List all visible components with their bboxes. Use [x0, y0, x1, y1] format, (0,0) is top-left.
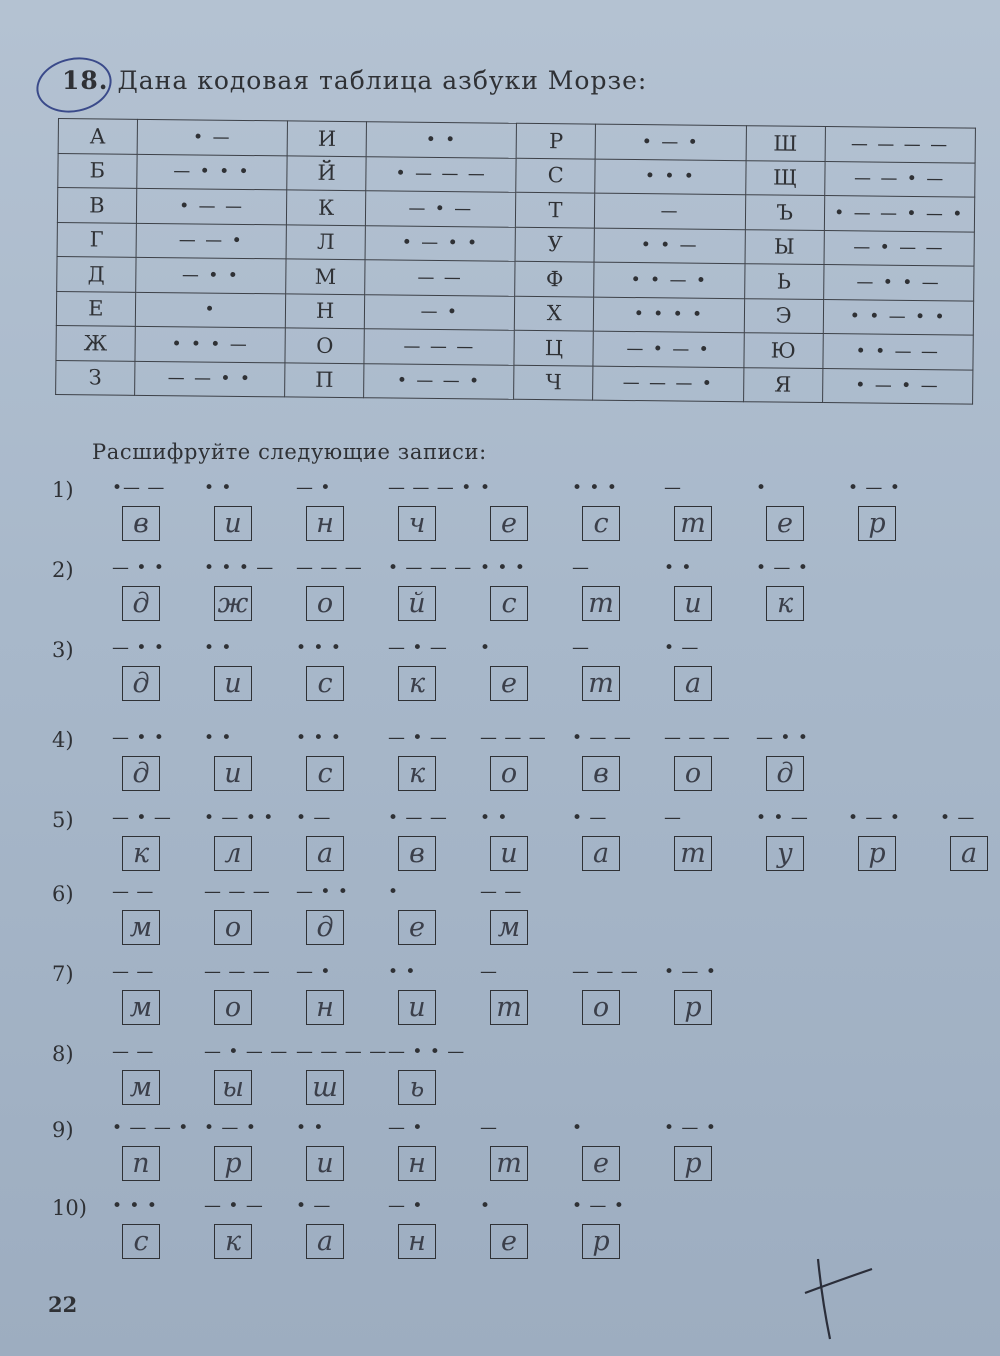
answer-box[interactable]: о [214, 910, 252, 945]
letter-cell: Ь [744, 264, 823, 299]
exercise-number: 10) [52, 1196, 87, 1220]
letter-cell: Р [517, 123, 596, 158]
answer-box[interactable]: е [490, 506, 528, 541]
morse-code-group: • • — [756, 808, 809, 828]
answer-box[interactable]: д [122, 586, 160, 621]
answer-box[interactable]: д [122, 756, 160, 791]
answer-box[interactable]: е [766, 506, 804, 541]
answer-box[interactable]: и [674, 586, 712, 621]
morse-code-group: — — — — [296, 1042, 388, 1062]
letter-cell: У [515, 227, 594, 262]
answer-box[interactable]: о [674, 756, 712, 791]
letter-cell: Д [57, 256, 136, 291]
code-cell: • • [366, 122, 517, 158]
morse-code-group: — • — [112, 808, 172, 828]
morse-code-group: • [388, 882, 400, 902]
answer-box[interactable]: н [306, 506, 344, 541]
answer-box[interactable]: к [398, 666, 436, 701]
exercise-number: 1) [52, 478, 74, 502]
morse-code-table [55, 118, 976, 405]
page-number: 22 [48, 1292, 78, 1317]
morse-code-group: — • • — [388, 1042, 466, 1062]
morse-code-group: — • [296, 962, 332, 982]
morse-code-group: — • • [756, 728, 809, 748]
morse-code-group: • — • [204, 1118, 257, 1138]
exercise-number: 7) [52, 962, 74, 986]
morse-code-group: — [480, 1118, 498, 1138]
morse-code-group: •— — [112, 478, 166, 498]
code-cell: • • — • [594, 262, 745, 298]
answer-box[interactable]: й [398, 586, 436, 621]
answer-box[interactable]: ч [398, 506, 436, 541]
letter-cell: З [56, 360, 135, 395]
exercise-number: 2) [52, 558, 74, 582]
code-cell: • — [137, 119, 288, 155]
code-cell: • — • — [822, 368, 973, 404]
code-cell: • — • [595, 124, 746, 160]
code-cell: • — — [136, 188, 287, 224]
morse-code-group: • — — [572, 728, 632, 748]
morse-code-group: • • [204, 728, 233, 748]
answer-box[interactable]: о [582, 990, 620, 1025]
code-cell: • — — — [366, 156, 517, 192]
code-cell: — • — [365, 191, 516, 227]
code-cell: — — • [136, 223, 287, 259]
morse-code-group: • • [480, 808, 509, 828]
morse-code-group: — — [112, 882, 155, 902]
answer-box[interactable]: е [490, 666, 528, 701]
morse-code-group: • — [296, 1196, 332, 1216]
exercise-number: 6) [52, 882, 74, 906]
code-cell: — • • — [823, 265, 974, 301]
morse-code-group: • — [572, 808, 608, 828]
morse-code-group: • • [204, 638, 233, 658]
morse-code-group: — • [388, 1118, 424, 1138]
answer-box[interactable]: а [950, 836, 988, 871]
code-cell: • — — • — • [824, 196, 975, 232]
code-cell: • • • — [135, 326, 286, 362]
letter-cell: С [516, 158, 595, 193]
letter-cell: К [287, 190, 366, 225]
answer-box[interactable]: с [306, 756, 344, 791]
morse-code-group: — • — [388, 728, 448, 748]
morse-code-group: — — — [204, 882, 271, 902]
code-cell: — — — [364, 329, 515, 365]
instruction-text: Расшифруйте следующие записи: [92, 440, 487, 464]
code-cell: — • — — [824, 230, 975, 266]
answer-box[interactable]: а [306, 1224, 344, 1259]
letter-cell: Э [744, 298, 823, 333]
letter-cell: Я [743, 367, 822, 402]
morse-code-group: • [480, 1196, 492, 1216]
letter-cell: Т [516, 192, 595, 227]
letter-cell: О [285, 328, 364, 363]
letter-cell: Г [57, 222, 136, 257]
letter-cell: Ы [745, 229, 824, 264]
morse-code-group: — • — [388, 638, 448, 658]
answer-box[interactable]: а [674, 666, 712, 701]
morse-code-group: — — — [296, 558, 363, 578]
letter-cell: Х [515, 296, 594, 331]
code-cell: • [135, 292, 286, 328]
letter-cell: Ъ [745, 195, 824, 230]
letter-cell: И [287, 121, 366, 156]
answer-box[interactable]: в [398, 836, 436, 871]
morse-code-group: • • [204, 478, 233, 498]
answer-box[interactable]: р [582, 1224, 620, 1259]
morse-code-group: • • • [112, 1196, 158, 1216]
letter-cell: Е [56, 291, 135, 326]
morse-code-group: • • • [572, 478, 618, 498]
answer-box[interactable]: д [122, 666, 160, 701]
exercise-number: 8) [52, 1042, 74, 1066]
morse-code-group: — • [388, 1196, 424, 1216]
exercise-number: 3) [52, 638, 74, 662]
morse-code-group: • [572, 1118, 584, 1138]
morse-code-group: — [572, 558, 590, 578]
answer-box[interactable]: и [490, 836, 528, 871]
answer-box[interactable]: т [490, 990, 528, 1025]
answer-box[interactable]: л [214, 836, 252, 871]
morse-code-group: — — — [572, 962, 639, 982]
answer-box[interactable]: т [674, 836, 712, 871]
answer-box[interactable]: о [214, 990, 252, 1025]
morse-code-group: — • [296, 478, 332, 498]
morse-code-group: • — [940, 808, 976, 828]
code-cell: — [595, 193, 746, 229]
morse-code-group: — [664, 808, 682, 828]
morse-code-group: • • • [480, 558, 526, 578]
morse-code-group: • — • [848, 478, 901, 498]
morse-code-group: • — — [388, 808, 448, 828]
task-text: Дана кодовая таблица азбуки Морзе: [117, 66, 648, 95]
morse-code-group: — • • [112, 558, 165, 578]
answer-box[interactable]: с [490, 586, 528, 621]
answer-box[interactable]: т [490, 1146, 528, 1181]
morse-code-group: • — [664, 638, 700, 658]
letter-cell: М [286, 259, 365, 294]
answer-box[interactable]: п [122, 1146, 160, 1181]
answer-box[interactable]: с [306, 666, 344, 701]
code-cell: — • [364, 294, 515, 330]
morse-code-group: — [664, 478, 682, 498]
answer-box[interactable]: у [766, 836, 804, 871]
handwritten-plus-mark [800, 1255, 880, 1345]
letter-cell: П [285, 362, 364, 397]
morse-code-group: — [480, 962, 498, 982]
morse-code-group: • — — — [388, 558, 473, 578]
morse-code-group: • • [388, 962, 417, 982]
letter-cell: Й [287, 155, 366, 190]
morse-code-group: • • • [296, 638, 342, 658]
answer-box[interactable]: и [306, 1146, 344, 1181]
code-cell: • • — — [822, 334, 973, 370]
morse-code-group: • — [296, 808, 332, 828]
letter-cell: Ж [56, 325, 135, 360]
morse-code-group: — [572, 638, 590, 658]
code-cell: — • — • [593, 331, 744, 367]
letter-cell: В [57, 188, 136, 223]
morse-code-group: • — • [664, 1118, 717, 1138]
code-cell: • • — [594, 228, 745, 264]
answer-box[interactable]: к [766, 586, 804, 621]
exercise-number: 9) [52, 1118, 74, 1142]
morse-code-group: — • • [112, 638, 165, 658]
letter-cell: Ш [746, 126, 825, 161]
letter-cell: А [58, 119, 137, 154]
answer-box[interactable]: о [306, 586, 344, 621]
task-title [62, 66, 647, 95]
task-number: 18. [62, 66, 109, 95]
morse-code-group: • • • [296, 728, 342, 748]
answer-box[interactable]: р [674, 1146, 712, 1181]
exercise-number: 4) [52, 728, 74, 752]
answer-box[interactable]: т [582, 666, 620, 701]
code-cell: — — — — [825, 127, 976, 163]
morse-code-group: — • • [112, 728, 165, 748]
morse-code-group: • [480, 478, 492, 498]
answer-box[interactable]: а [306, 836, 344, 871]
answer-box[interactable]: к [214, 1224, 252, 1259]
morse-code-group: • • [664, 558, 693, 578]
morse-code-group: — — — [204, 962, 271, 982]
answer-box[interactable]: н [306, 990, 344, 1025]
answer-box[interactable]: д [306, 910, 344, 945]
answer-box[interactable]: е [582, 1146, 620, 1181]
morse-code-group: — • — [204, 1196, 264, 1216]
answer-box[interactable]: м [122, 1070, 160, 1105]
answer-box[interactable]: р [858, 836, 896, 871]
morse-code-group: • — • [756, 558, 809, 578]
answer-box[interactable]: и [214, 666, 252, 701]
code-cell: — — • • [134, 361, 285, 397]
answer-box[interactable]: р [214, 1146, 252, 1181]
answer-box[interactable]: м [122, 990, 160, 1025]
letter-cell: Ф [515, 261, 594, 296]
answer-box[interactable]: м [490, 910, 528, 945]
code-cell: — — — • [593, 366, 744, 402]
letter-cell: Б [58, 153, 137, 188]
answer-box[interactable]: ш [306, 1070, 344, 1105]
answer-box[interactable]: а [582, 836, 620, 871]
answer-box[interactable]: ь [398, 1070, 436, 1105]
answer-box[interactable]: и [398, 990, 436, 1025]
morse-code-group: — — — [480, 728, 547, 748]
answer-box[interactable]: е [490, 1224, 528, 1259]
letter-cell: Ц [514, 330, 593, 365]
morse-code-group: • [756, 478, 768, 498]
morse-code-group: • — • • [204, 808, 275, 828]
morse-code-group: — — [112, 1042, 155, 1062]
answer-box[interactable]: т [674, 506, 712, 541]
answer-box[interactable]: и [214, 506, 252, 541]
morse-code-group: — — — [664, 728, 731, 748]
letter-cell: Н [286, 293, 365, 328]
letter-cell: Ч [514, 365, 593, 400]
code-cell: • — — • [364, 363, 515, 399]
code-cell: — — [365, 260, 516, 296]
answer-box[interactable]: н [398, 1224, 436, 1259]
answer-box[interactable]: ы [214, 1070, 252, 1105]
code-cell: • — • • [365, 225, 516, 261]
answer-box[interactable]: к [398, 756, 436, 791]
answer-box[interactable]: ж [214, 586, 252, 621]
answer-box[interactable]: к [122, 836, 160, 871]
code-cell: — • • • [137, 154, 288, 190]
morse-code-group: • — — • [112, 1118, 190, 1138]
morse-code-group: — • — — [204, 1042, 289, 1062]
morse-code-group: • • [296, 1118, 325, 1138]
letter-cell: Ю [744, 333, 823, 368]
answer-box[interactable]: д [766, 756, 804, 791]
answer-box[interactable]: р [674, 990, 712, 1025]
answer-box[interactable]: м [122, 910, 160, 945]
code-cell: • • — • • [823, 299, 974, 335]
answer-box[interactable]: н [398, 1146, 436, 1181]
morse-code-group: — — [480, 882, 523, 902]
answer-box[interactable]: р [858, 506, 896, 541]
code-cell: — — • — [824, 161, 975, 197]
answer-box[interactable]: и [214, 756, 252, 791]
answer-box[interactable]: с [122, 1224, 160, 1259]
answer-box[interactable]: т [582, 586, 620, 621]
morse-code-group: — • • [296, 882, 349, 902]
answer-box[interactable]: с [582, 506, 620, 541]
morse-code-group: — — — • [388, 478, 473, 498]
morse-code-group: • — • [664, 962, 717, 982]
letter-cell: Л [286, 224, 365, 259]
morse-code-group: • [480, 638, 492, 658]
morse-code-group: • — • [572, 1196, 625, 1216]
code-cell: — • • [135, 257, 286, 293]
morse-code-group: — — [112, 962, 155, 982]
morse-code-group: • • • — [204, 558, 275, 578]
answer-box[interactable]: в [122, 506, 160, 541]
morse-code-group: • — • [848, 808, 901, 828]
exercise-number: 5) [52, 808, 74, 832]
answer-box[interactable]: о [490, 756, 528, 791]
letter-cell: Щ [745, 160, 824, 195]
code-cell: • • • [595, 159, 746, 195]
answer-box[interactable]: е [398, 910, 436, 945]
answer-box[interactable]: в [582, 756, 620, 791]
code-cell: • • • • [594, 297, 745, 333]
